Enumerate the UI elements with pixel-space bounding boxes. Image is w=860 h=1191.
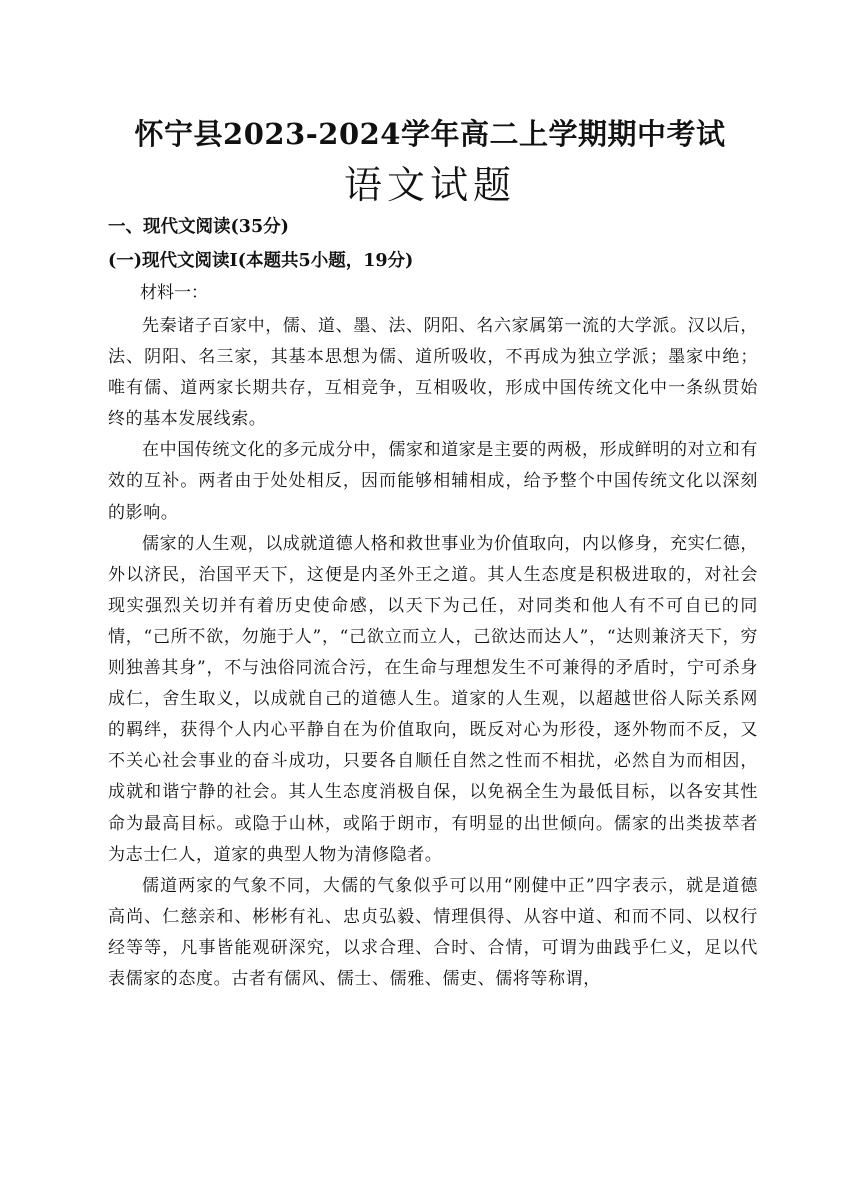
material-label: 材料一： <box>140 283 208 303</box>
paragraph: 儒家的人生观，以成就道德人格和救世事业为价值取向，内以修身，充实仁德，外以济民，治国平天下，这便是内圣外王之道。其人生态度是积极进取的，对社会现实强烈关切并有着历史使命感，以天下为己任，对同类和他人有不可自已的同情，“己所不欲，勿施于人”，“己欲立而立人，己欲达而达人”，“达则兼济天下，穷则独善其身”，不与浊俗同流合污，在生命与理想发生不可兼得的矛盾时，宁可杀身成仁，舍生取义，以成就自己的道德人生。道家的人生观，以超越世俗人际关系网的羁绊，获得个人内心平静自在为价值取向，既反对心为形役，逐外物而不反，又不关心社会事业的奋斗成功，只要各自顺任自然之性而不相扰，必然自为而相因，成就和谐宁静的社会。其人生态度消极自保，以免祸全生为最低目标，以各安其性命为最高目标。或隐于山林，或陷于朗市，有明显的出世倾向。儒家的出类拔萃者为志士仁人，道家的典型人物为清修隐者。 <box>108 533 758 865</box>
paragraph: 儒道两家的气象不同，大儒的气象似乎可以用“刚健中正”四字表示，就是道德高尚、仁慈亲和、彬彬有礼、忠贞弘毅、情理俱得、从容中道、和而不同、以权行经等等，凡事皆能观研深究，以求合理、合时、合情，可谓为曲践乎仁义，足以代表儒家的态度。古者有儒风、儒士、儒雅、儒吏、儒将等称谓， <box>108 875 758 989</box>
exam-subtitle: 语文试题 <box>343 163 516 207</box>
reading-passage <box>108 311 758 995</box>
section-heading: 一、现代文阅读(35分) <box>108 217 289 237</box>
exam-title: 怀宁县2023-2024学年高二上学期期中考试 <box>134 117 726 151</box>
subsection-heading: (一)现代文阅读Ⅰ(本题共5小题，19分) <box>108 251 414 271</box>
paragraph: 先秦诸子百家中，儒、道、墨、法、阴阳、名六家属第一流的大学派。汉以后，法、阴阳、名三家，其基本思想为儒、道所吸收，不再成为独立学派；墨家中绝；唯有儒、道两家长期共存，互相竞争，互相吸收，形成中国传统文化中一条纵贯始终的基本发展线索。 <box>108 316 758 430</box>
paragraph: 在中国传统文化的多元成分中，儒家和道家是主要的两极，形成鲜明的对立和有效的互补。两者由于处处相反，因而能够相辅相成，给予整个中国传统文化以深刻的影响。 <box>108 440 758 523</box>
